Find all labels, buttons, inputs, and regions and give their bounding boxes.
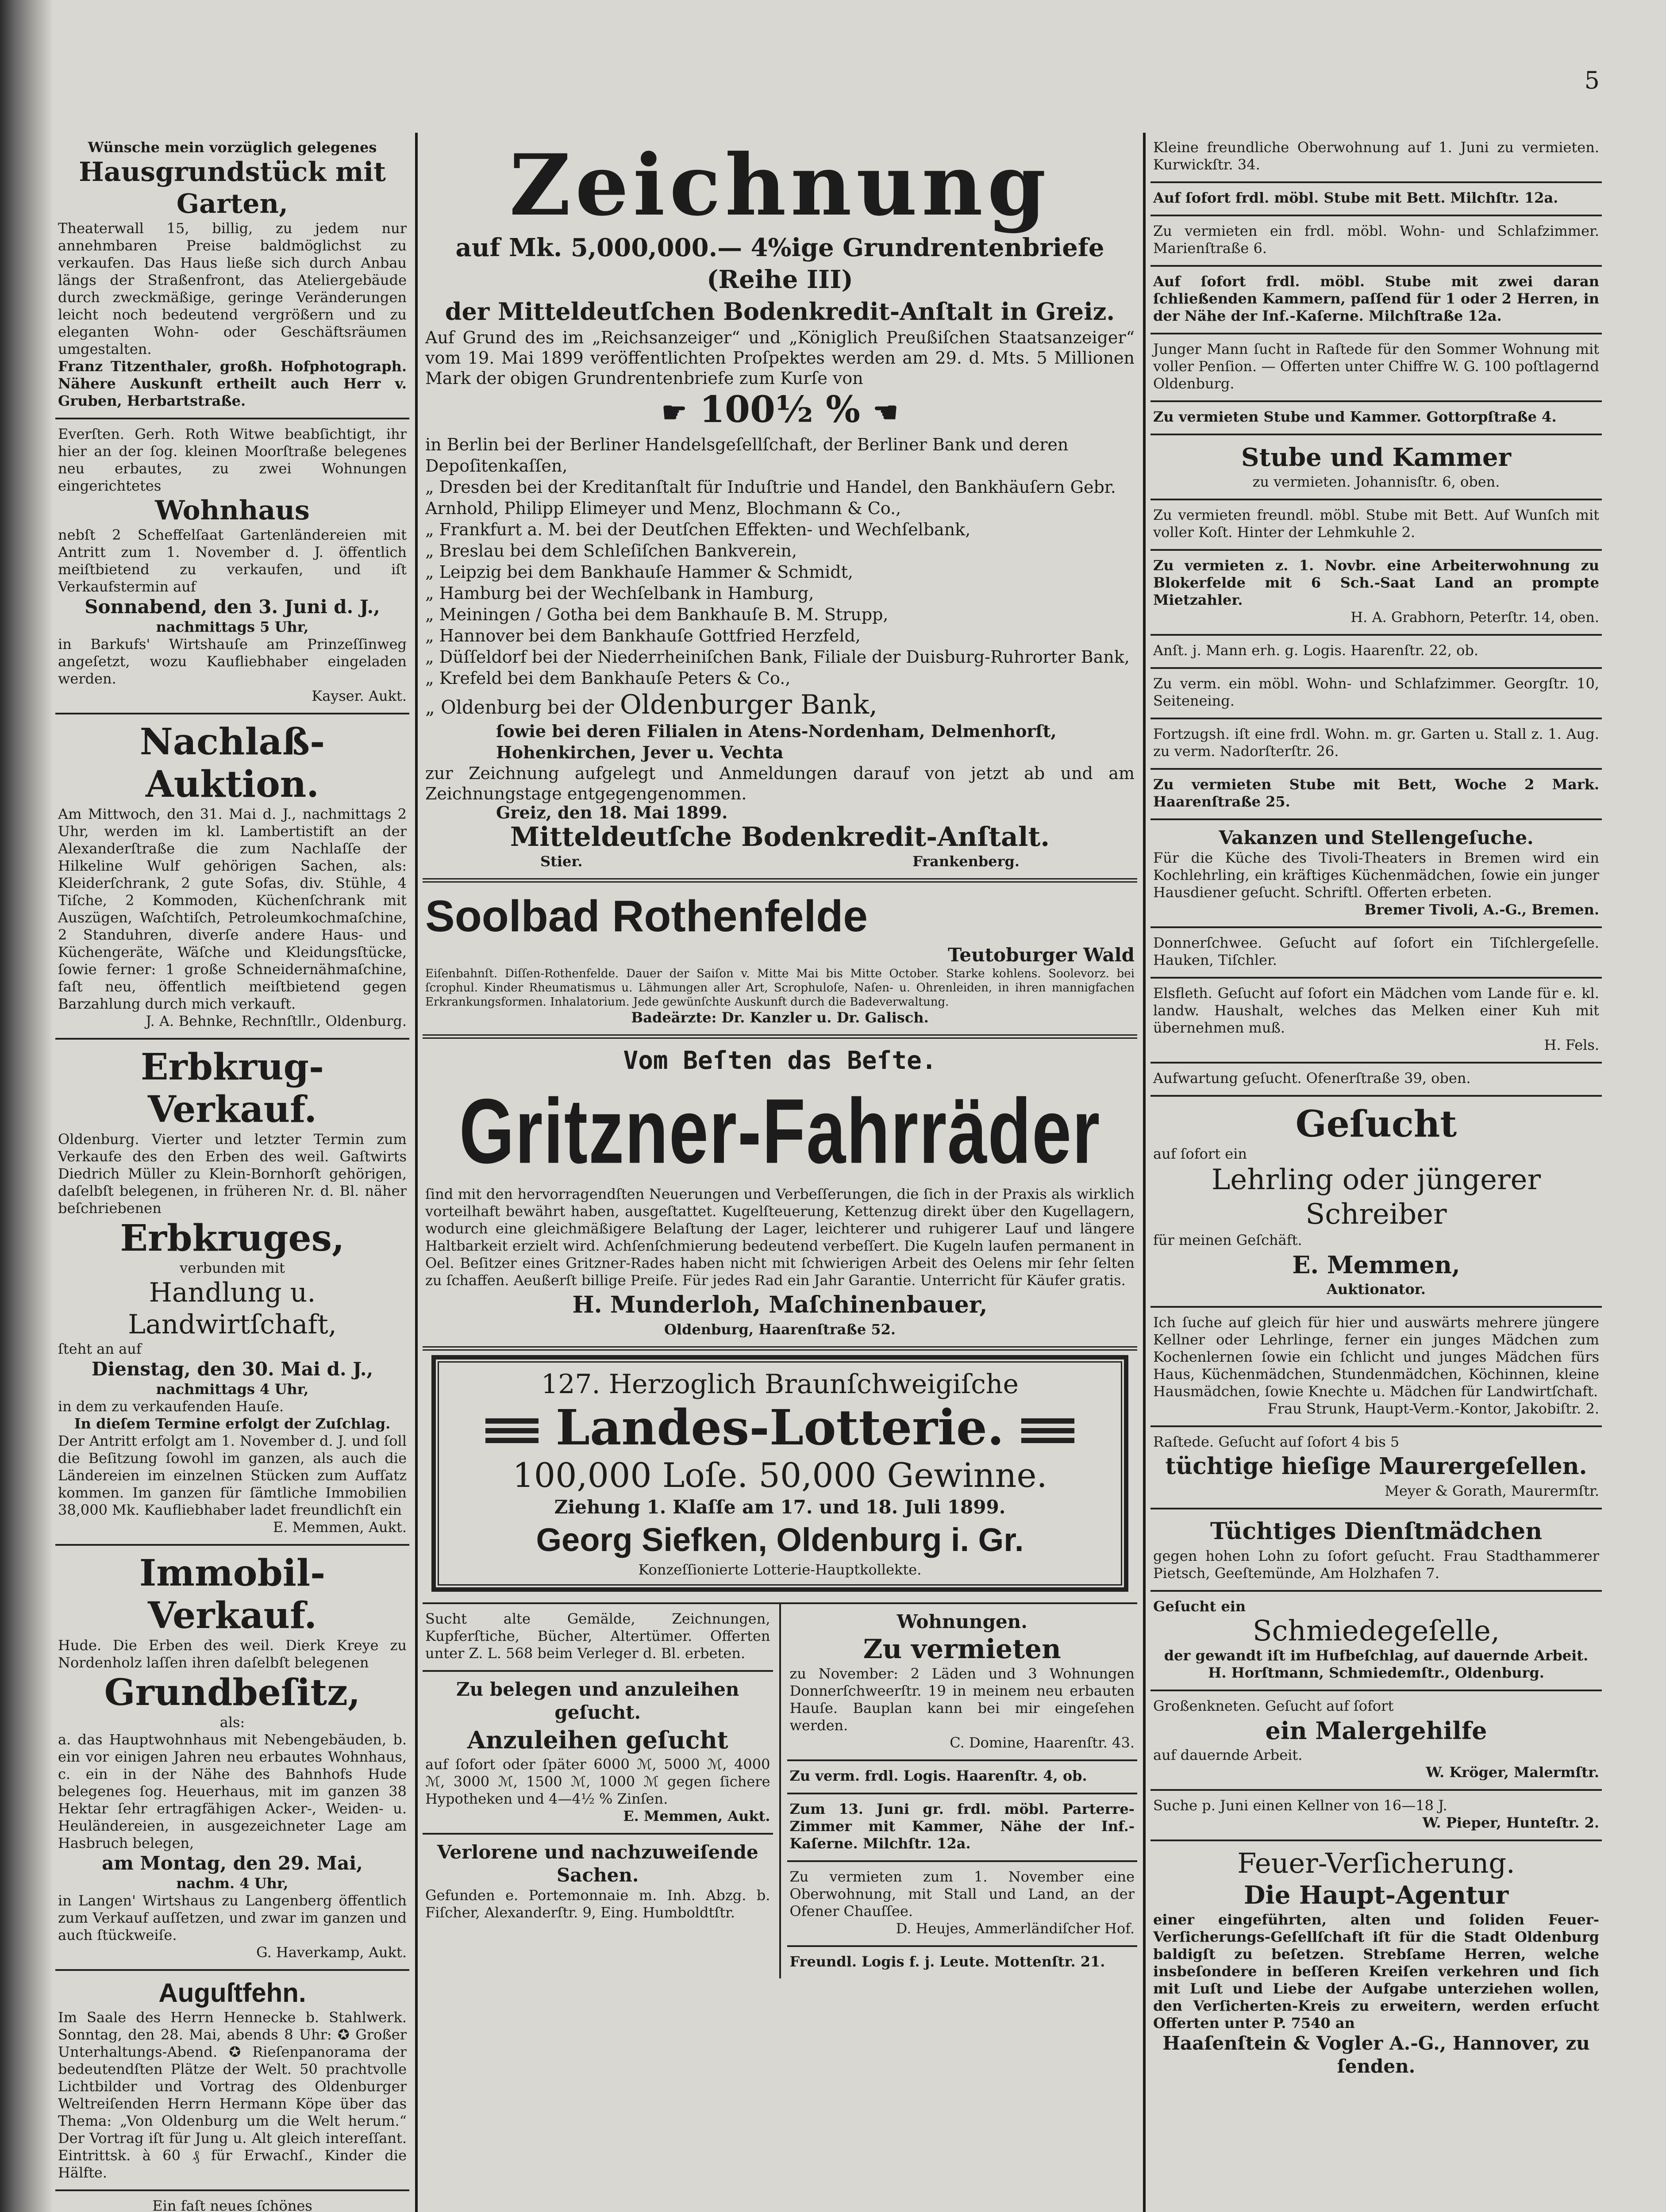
ad-time: nachm. 4 Uhr, xyxy=(176,1875,289,1892)
rate-value: 100½ % xyxy=(699,388,861,431)
bank-item: „ Düſſeldorf bei der Niederrheiniſchen Bank, Filiale der Duisburg-Ruhrorter Bank, xyxy=(425,647,1130,667)
ad-lead: Wünsche mein vorzüglich gelegenes xyxy=(88,139,377,156)
ad-headline: 100,000 Loſe. 50,000 Gewinne. xyxy=(512,1455,1047,1495)
ad-body: zur Zeichnung aufgelegt und Anmeldungen darauf von jetzt ab und am Zeichnungstage entgegengenommen. xyxy=(425,763,1135,803)
ad-title: Zeichnung xyxy=(509,136,1050,234)
ad-body: ſind mit den hervorragendſten Neuerungen und Verbeſſerungen, die ſich in der Praxis als wirklich vorteilhaft bewährt haben, ausgeſtattet. Kugelſteuerung, Kettenzug direkt über den Kugellagern, wodurch eine gleichmäßigere Belaſtung der Lager, leichterer und ruhigerer Lauf und längere Haltbarkeit erzielt wird. Achſenſchmierung bedeutend verbeſſert. Die Kugeln laufen permanent in Oel. Beſitzer eines Gritzner-Rades haben nicht mit ſchwierigen Arbeit des Oelens mir ſehr ſelten zu ſchaffen. Aeußerſt billige Preiſe. Für jedes Rad ein Jahr Garantie. Unterricht für Käufer gratis. xyxy=(425,1185,1135,1289)
section-heading: Zu belegen und anzuleihen geſucht. xyxy=(456,1678,739,1723)
ad-body: Gefunden e. Portemonnaie m. Inh. Abzg. b. Fiſcher, Alexanderſtr. 9, Eing. Humboldtſtr. xyxy=(425,1886,770,1921)
ad-body: Auf ſofort frdl. möbl. Stube mit zwei daran ſchließenden Kammern, paſſend für 1 oder 2 Herren, in der Nähe der Inf.-Kaſerne. Milchſtraße 12a. xyxy=(1153,273,1599,324)
ad-headline: auf Mk. 5,000,000.— 4%ige Grundrentenbriefe (Reihe III) xyxy=(455,233,1104,294)
ad-anzuleihen xyxy=(423,1672,773,1835)
ad-body: Donnerſchwee. Geſucht auf ſofort ein Tiſchlergeſelle. Hauken, Tiſchler. xyxy=(1153,934,1599,968)
ad-body: Der Antritt erfolgt am 1. November d. J. und ſoll die Beſitzung ſowohl im ganzen, als auch die Ländereien im einzelnen Stücken zum Aufſatz kommen. Im ganzen für ſämtliche Immobilien 38,000 Mk. Kaufliebhaber ladet freundlichſt ein xyxy=(58,1432,407,1518)
bank-branches: ſowie bei deren Filialen in Atens-Nordenham, Delmenhorſt, Hohenkirchen, Jever u. Vechta xyxy=(496,721,1057,762)
ad-soolbad xyxy=(423,883,1137,1039)
ad-wohn-schlafzimmer xyxy=(1150,216,1602,267)
ad-title: Auguſtfehn. xyxy=(158,1978,306,2008)
column-right xyxy=(1150,133,1602,2212)
ad-title: Gritzner-Fahrräder xyxy=(459,1079,1101,1183)
ad-title: Landes-Lotterie. xyxy=(555,1398,1004,1456)
ad-body: einer eingeführten, alten und ſoliden Feuer-Verſicherungs-Geſellſchaft iſt für die Stadt Oldenburg baldigſt zu beſetzen. Strebſame Herren, welche insbeſondere in beſſeren Kreiſen verkehren und ſich mit Luſt und Liebe der Aufgabe unterziehen wollen, den Verſicherten-Kreis zu erweitern, werden erſucht Offerten unter P. 7540 an xyxy=(1153,1911,1599,2032)
ad-body: Anſt. j. Mann erh. g. Logis. Haarenſtr. 22, ob. xyxy=(1153,642,1478,659)
ad-lead: 127. Herzoglich Braunſchweigiſche xyxy=(541,1368,1019,1400)
ad-lead: Vom Beſten das Beſte. xyxy=(623,1046,937,1075)
bank-item: „ Breslau bei dem Schleſiſchen Bankverein, xyxy=(425,541,797,561)
ad-signature: W. Pieper, Hunteſtr. 2. xyxy=(1422,1814,1599,1831)
ad-date: am Montag, den 29. Mai, xyxy=(102,1852,363,1874)
ad-body: Zum 13. Juni gr. frdl. möbl. Parterre-Zimmer mit Kammer, Nähe der Inf.-Kaſerne. Milchſtr. 12a. xyxy=(789,1800,1135,1852)
ad-signature: H. Munderloh, Maſchinenbauer, xyxy=(572,1291,988,1318)
bank-item: „ Meiningen / Gotha bei dem Bankhauſe B. M. Strupp, xyxy=(425,604,889,624)
ad-title: Tüchtiges Dienſtmädchen xyxy=(1210,1518,1543,1545)
ad-body: zu vermieten. Johannisſtr. 6, oben. xyxy=(1252,473,1500,490)
ad-title: Anzuleihen geſucht xyxy=(467,1725,728,1754)
ad-body: Fortzugsh. iſt eine frdl. Wohn. m. gr. Garten u. Stall z. 1. Aug. zu verm. Nadorſterſtr. 26. xyxy=(1153,726,1599,760)
ad-title: Die Haupt-Agentur xyxy=(1243,1881,1509,1910)
ad-logis-haarenstr xyxy=(787,1761,1138,1794)
bank-item: in Berlin bei der Berliner Handelsgeſellſchaft, der Berliner Bank und deren Depoſitenkaſſen, xyxy=(425,434,1069,476)
page-number: 5 xyxy=(1584,66,1600,94)
ad-body: Junger Mann ſucht in Raſtede für den Sommer Wohnung mit voller Penſion. — Offerten unter Chiffre W. G. 100 poſtlagernd Oldenburg. xyxy=(1153,341,1599,392)
ad-body: in dem zu verkaufenden Hauſe. xyxy=(58,1398,284,1415)
ad-body: Everſten. Gerh. Roth Witwe beabſichtigt, ihr hier an der ſog. kleinen Moorſtraße belegenes neu erbautes, zu zwei Wohnungen eingerichtetes xyxy=(58,426,407,494)
ad-tischlergeselle xyxy=(1150,928,1602,979)
ad-headline: der Mitteldeutſchen Bodenkredit-Anſtalt in Greiz. xyxy=(445,297,1115,326)
ad-lead: Geſucht ein xyxy=(1153,1598,1246,1615)
ad-lotterie xyxy=(431,1355,1128,1592)
ad-body: Für die Küche des Tivoli-Theaters in Bremen wird ein Kochlehrling, ein kräftiges Küchenmädchen, ſowie ein junger Hausdiener geſucht. Schriftl. Offerten erbeten. xyxy=(1153,849,1599,901)
ad-zeichnung xyxy=(423,133,1137,883)
ad-body: in Barkufs' Wirtshauſe am Prinzeſſinweg angeſetzt, wozu Kaufliebhaber eingeladen werden. xyxy=(58,636,407,687)
ad-body: Elsfleth. Geſucht auf ſofort ein Mädchen vom Lande für e. kl. landw. Haushalt, welches das Melken einer Kuh mit übernehmen muß. xyxy=(1153,985,1599,1036)
ad-draw-date: Ziehung 1. Klaſſe am 17. und 18. Juli 1899. xyxy=(554,1496,1006,1518)
bank-item: „ Frankfurt a. M. bei der Deutſchen Effekten- und Wechſelbank, xyxy=(425,519,971,539)
ad-elsfleth xyxy=(1150,979,1602,1064)
ad-title: Nachlaß-Auktion. xyxy=(139,721,325,806)
ad-signature: E. Memmen, Aukt. xyxy=(623,1807,770,1824)
lotterie-title-line xyxy=(447,1400,1112,1455)
ad-schmiedegeselle xyxy=(1150,1592,1602,1691)
ad-signature: Georg Siefken, Oldenburg i. Gr. xyxy=(536,1521,1024,1558)
ad-body: Zu verm. ein möbl. Wohn- und Schlafzimmer. Georgſtr. 10, Seiteneing. xyxy=(1153,675,1599,709)
bank-item: „ Krefeld bei dem Bankhauſe Peters & Co., xyxy=(425,668,791,688)
ad-date: Sonnabend, den 3. Juni d. J., xyxy=(85,596,380,618)
ad-aufwartung xyxy=(1150,1064,1602,1097)
ad-title: Soolbad Rothenfelde xyxy=(425,891,868,941)
ad-body: für meinen Geſchäft. xyxy=(1153,1232,1302,1248)
ad-title: Stube und Kammer xyxy=(1241,443,1511,472)
bank-name: Oldenburger Bank, xyxy=(619,689,877,720)
ad-kellner xyxy=(1150,1791,1602,1841)
ad-body: Zu vermieten Stube mit Bett, Woche 2 Mark. Haarenſtraße 25. xyxy=(1153,776,1599,810)
ad-lead: Ein faſt neues ſchönes xyxy=(152,2197,312,2212)
ad-feuer-versicherung xyxy=(1150,1841,1602,2086)
ad-title: Zu vermieten xyxy=(863,1633,1061,1665)
ad-gritzner xyxy=(423,1039,1137,1351)
center-bottom-right xyxy=(781,1604,1138,1978)
ad-body: nebſt 2 Scheffelſaat Gartenländereien mit Antritt zum 1. November d. J. öffentlich meiſtbietend zu verkaufen, und iſt Verkaufstermin auf xyxy=(58,526,407,595)
column-rule-2 xyxy=(1143,133,1146,2212)
ad-dienstmaedchen xyxy=(1150,1509,1602,1592)
ad-body: Großenkneten. Geſucht auf ſofort xyxy=(1153,1697,1394,1714)
ad-stube-gottorp xyxy=(1150,402,1602,435)
ad-signatures xyxy=(425,853,1135,870)
ad-maurergesellen xyxy=(1150,1427,1602,1509)
ad-title: Handlung u. Landwirtſchaft, xyxy=(128,1277,337,1340)
ad-body: Zu vermieten z. 1. Novbr. eine Arbeiterwohnung zu Blokerfelde mit 6 Sch.-Saat Land an prompte Mietzahler. xyxy=(1153,557,1599,608)
ad-title: Grundbeſitz, xyxy=(104,1671,361,1714)
ad-body: gegen hohen Lohn zu ſofort geſucht. Frau Stadthammerer Pietsch, Geeſtemünde, Am Holzhafen 7. xyxy=(1153,1548,1599,1582)
ad-date: Dienstag, den 30. Mai d. J., xyxy=(91,1358,373,1380)
ad-signature: C. Domine, Haarenſtr. 43. xyxy=(950,1734,1135,1751)
ad-title: Feuer-Verſicherung. xyxy=(1237,1847,1515,1879)
ad-signature: E. Memmen, xyxy=(1292,1251,1460,1279)
pointing-hand-right-icon: ☛ xyxy=(661,396,687,429)
section-heading: Verlorene und nachzuweiſende Sachen. xyxy=(437,1841,758,1886)
bars-right-ornament xyxy=(1021,1418,1074,1445)
ad-body: Im Saale des Herrn Hennecke b. Stahlwerk. Sonntag, den 28. Mai, abends 8 Uhr: ✪ Großer Unterhaltungs-Abend. ✪ Rieſenpanorama der bedeutendſten Plätze der Welt. 50 prachtvolle Lichtbilder und Vortrag des Oldenburger Weltreiſenden Herrn Hermann Köpe über das Thema: „Von Oldenburg um die Welt herum.“ Der Vortrag iſt für Jung u. Alt gleich intereſſant. Eintrittsk. à 60 ₰ für Erwachſ., Kinder die Hälfte. xyxy=(58,2009,407,2181)
ad-body: Freundl. Logis f. j. Leute. Mottenſtr. 21. xyxy=(789,1953,1105,1970)
ad-tivoli xyxy=(1150,820,1602,928)
ad-augustfehn xyxy=(55,1971,409,2191)
ad-signature: H. Fels. xyxy=(1544,1037,1599,1053)
ad-wohnungen xyxy=(787,1604,1138,1761)
ad-lehrling-schreiber xyxy=(1150,1097,1602,1308)
ad-signature: Franz Titzenthaler, großh. Hofphotograph. Nähere Auskunft ertheilt auch Herr v. Gruben, Herbartstraße. xyxy=(58,358,407,409)
bars-left-ornament xyxy=(485,1418,539,1445)
ad-stube-und-kammer xyxy=(1150,435,1602,500)
ad-signature: Meyer & Gorath, Maurermſtr. xyxy=(1385,1482,1599,1499)
ad-signature: G. Haverkamp, Aukt. xyxy=(256,1944,407,1961)
ad-stube-kammern xyxy=(1150,267,1602,334)
ad-body: Zu vermieten Stube und Kammer. Gottorpſtraße 4. xyxy=(1153,408,1557,425)
ad-hausgrundstueck xyxy=(55,133,409,419)
column-rule-1 xyxy=(415,133,418,2212)
column-left xyxy=(55,133,409,2212)
ad-strunk xyxy=(1150,1308,1602,1427)
bank-item: „ Leipzig bei dem Bankhauſe Hammer & Schmidt, xyxy=(425,562,853,582)
ad-title: Geſucht xyxy=(1295,1103,1457,1145)
ad-junger-mann-rastede xyxy=(1150,334,1602,402)
ad-body: Am Mittwoch, den 31. Mai d. J., nachmittags 2 Uhr, werden im kl. Lambertistift an der Alexanderſtraße die zum Nachlaſſe der Hilkeline Wulf gehörigen Sachen, als: Kleiderſchrank, 2 gute Sofas, div. Stühle, 4 Tiſche, 2 Kommoden, Küchenſchrank mit Auszügen, Waſchtiſch, Petroleumkochmaſchine, 2 Standuhren, diverſe andere Haus- und Küchengeräte, Wäſche und Kleidungsſtücke, ſowie ferner: 1 große Schneidernähmaſchine, faſt neu, öffentlich meiſtbietend gegen Barzahlung durch mich verkauft. xyxy=(58,806,407,1012)
center-bottom-grid xyxy=(423,1602,1137,1978)
ad-title: Immobil-Verkauf. xyxy=(139,1552,326,1637)
binding-edge xyxy=(0,0,53,2212)
ad-oberwohnung xyxy=(787,1862,1138,1947)
ad-note: In dieſem Termine erfolgt der Zuſchlag. xyxy=(74,1415,391,1432)
ad-signature: H. A. Grabhorn, Peterſtr. 14, oben. xyxy=(1350,609,1599,626)
ad-body: ſteht an auf xyxy=(58,1340,142,1357)
ad-body: Eiſenbahnſt. Diſſen-Rothenfelde. Dauer der Saiſon v. Mitte Mai bis Mitte October. Starke kohlens. Soolevorz. bei ſcrophul. Kinder Rheumatismus u. Lähmungen aller Art, Scrophuloſe, Naſen- u. Ohrenleiden, in ihren mannigfachen Erkrankungsformen. Inhalatorium. Jede gewünſchte Auskunft durch die Badeverwaltung. xyxy=(425,967,1135,1009)
ad-title: tüchtige hieſige Maurergeſellen. xyxy=(1165,1453,1587,1480)
ad-immobil-verkauf xyxy=(55,1546,409,1971)
bank-item-prefix: „ Oldenburg bei der xyxy=(425,696,614,718)
ad-body: Aufwartung geſucht. Ofenerſtraße 39, oben. xyxy=(1153,1070,1471,1087)
ad-body: der gewandt iſt im Hufbeſchlag, auf dauernde Arbeit. xyxy=(1164,1647,1589,1664)
ad-title: Schmiedegeſelle, xyxy=(1252,1615,1500,1647)
ad-body: in Langen' Wirtshaus zu Langenberg öffentlich zum Verkauf auſſetzen, und zwar im ganzen und auch ſtückweiſe. xyxy=(58,1892,407,1943)
ad-body: Suche p. Juni einen Kellner von 16—18 J. xyxy=(1153,1797,1447,1814)
ad-parterre-zimmer xyxy=(787,1794,1138,1862)
ad-organization: Mitteldeutſche Bodenkredit-Anſtalt. xyxy=(510,821,1050,853)
ad-body: a. das Hauptwohnhaus mit Nebengebäuden, b. ein vor einigen Jahren neu erbautes Wohnhaus, c. ein in der Nähe des Bahnhofs Hude belegenes ſog. Heuerhaus, mit im ganzen 38 Hektar ſehr ertragfähigen Acker-, Weiden- u. Heuländereien, in ausgezeichneter Lage am Hasbruch belegen, xyxy=(58,1731,407,1851)
ad-signature: Haaſenſtein & Vogler A.-G., Hannover, zu ſenden. xyxy=(1162,2032,1590,2077)
ad-time: nachmittags 5 Uhr, xyxy=(156,618,309,635)
ad-logis-mottenstr xyxy=(787,1947,1138,1978)
ad-title: Hausgrundstück mit Garten, xyxy=(79,157,386,219)
center-bottom-left xyxy=(423,1604,781,1978)
ad-oberwohnung-kurwick xyxy=(1150,133,1602,183)
ad-date: Greiz, den 18. Mai 1899. xyxy=(496,802,728,822)
bank-list xyxy=(425,434,1135,763)
ad-wohnhaus-eversten xyxy=(55,419,409,714)
ad-stube-milchstr xyxy=(1150,183,1602,216)
ad-address: Oldenburg, Haarenſtraße 52. xyxy=(664,1321,896,1338)
ad-doctors: Badeärzte: Dr. Kanzler u. Dr. Galisch. xyxy=(631,1009,929,1026)
signature-right: Frankenberg. xyxy=(912,853,1020,870)
ad-body: Zu vermieten zum 1. November eine Oberwohnung, mit Stall und Land, an der Ofener Chauſſee. xyxy=(789,1868,1135,1920)
ad-signature: Frau Strunk, Haupt-Verm.-Kontor, Jakobiſtr. 2. xyxy=(1267,1400,1599,1417)
ad-verlorene-sachen xyxy=(423,1835,773,1929)
ad-signature: Kayser. Aukt. xyxy=(312,687,407,704)
ad-nachlass-auktion xyxy=(55,714,409,1040)
ad-body: Ich ſuche auf gleich für hier und auswärts mehrere jüngere Kellner oder Lehrlinge, ferner ein junges Mädchen zum Kochenlernen ſowie ein ſchlicht und junges Mädchen fürs Haus, Küchenmädchen, Stundenmädchen, Köchinnen, kleine Hausmädchen, ſowie Knechte u. Mädchen für Landwirtſchaft. xyxy=(1153,1314,1599,1400)
bank-item-oldenburg xyxy=(425,689,1135,721)
ad-stube-lehmkuhle xyxy=(1150,500,1602,551)
ad-signature: W. Kröger, Malermſtr. xyxy=(1426,1764,1599,1781)
ad-body: Sucht alte Gemälde, Zeichnungen, Kupferſtiche, Bücher, Altertümer. Offerten unter Z. L. 568 beim Verleger d. Bl. erbeten. xyxy=(425,1610,770,1662)
ad-subtitle: verbunden mit xyxy=(180,1260,285,1276)
ad-wohnung-nadorst xyxy=(1150,719,1602,770)
ad-subtitle: Konzeſſionierte Lotterie-Hauptkollekte. xyxy=(638,1561,922,1578)
ad-subtitle: als: xyxy=(219,1714,245,1731)
ad-signature: D. Heujes, Ammerländiſcher Hof. xyxy=(896,1920,1135,1937)
column-center xyxy=(423,133,1137,2212)
bank-item: „ Dresden bei der Kreditanſtalt für Induſtrie und Handel, den Bankhäuſern Gebr. Arnhold, Philipp Elimeyer und Menz, Blochmann & Co., xyxy=(425,477,1116,518)
ad-arbeiterwohnung xyxy=(1150,551,1602,636)
ad-body: Zu verm. frdl. Logis. Haarenſtr. 4, ob. xyxy=(789,1767,1087,1784)
ad-signature: H. Horſtmann, Schmiedemſtr., Oldenburg. xyxy=(1208,1664,1544,1681)
section-heading: Vakanzen und Stellengeſuche. xyxy=(1219,827,1534,849)
ad-body: auf ſofort oder ſpäter 6000 ℳ, 5000 ℳ, 4000 ℳ, 3000 ℳ, 1500 ℳ, 1000 ℳ gegen ſichere Hypotheken und 4—4½ % Zinſen. xyxy=(425,1755,770,1807)
ad-stube-haarenstr-25 xyxy=(1150,770,1602,820)
ad-subtitle: Teutoburger Wald xyxy=(947,944,1135,966)
ad-gemaelde xyxy=(423,1604,773,1672)
ad-body: auf dauernde Arbeit. xyxy=(1153,1747,1303,1763)
ad-body: Hude. Die Erben des weil. Dierk Kreye zu Nordenholz laſſen ihren daſelbſt belegenen xyxy=(58,1637,407,1671)
rate-line xyxy=(425,388,1135,434)
ad-subtitle: Auktionator. xyxy=(1327,1281,1426,1298)
ad-title: Erbkruges, xyxy=(120,1217,345,1260)
ad-title: Erbkrug-Verkauf. xyxy=(140,1046,324,1131)
ad-body: Zu vermieten freundl. möbl. Stube mit Bett. Auf Wunſch mit voller Koſt. Hinter der Lehmkuhle 2. xyxy=(1153,507,1599,541)
ad-body: Zu vermieten ein frdl. möbl. Wohn- und Schlafzimmer. Marienſtraße 6. xyxy=(1153,223,1599,257)
ad-body: Oldenburg. Vierter und letzter Termin zum Verkaufe des den Erben des weil. Gaſtwirts Diedrich Müller zu Klein-Bornhorſt gehörigen, daſelbſt belegenen, in früheren Nr. d. Bl. näher beſchriebenen xyxy=(58,1131,407,1217)
bank-item: „ Hamburg bei der Wechſelbank in Hamburg, xyxy=(425,583,814,603)
ad-signature: Bremer Tivoli, A.-G., Bremen. xyxy=(1364,901,1599,918)
ad-title: Lehrling oder jüngerer Schreiber xyxy=(1211,1164,1541,1231)
ad-zimmer-georgstr xyxy=(1150,669,1602,719)
ad-erbkrug-verkauf xyxy=(55,1040,409,1546)
ad-malergehilfe xyxy=(1150,1691,1602,1791)
signature-left: Stier. xyxy=(540,853,583,870)
ad-body: zu November: 2 Läden und 3 Wohnungen Donnerſchweerſtr. 19 in meinem neu erbauten Hauſe. Bauplan kann bei mir eingeſehen werden. xyxy=(789,1665,1135,1734)
ad-signature: E. Memmen, Aukt. xyxy=(273,1519,407,1536)
section-heading: Wohnungen. xyxy=(896,1610,1027,1632)
ad-logis-haarenstr-22 xyxy=(1150,636,1602,669)
ad-body: auf ſofort ein xyxy=(1153,1145,1247,1162)
ad-body: Theaterwall 15, billig, zu jedem nur annehmbaren Preise baldmöglichst zu verkaufen. Das Haus ließe sich durch Anbau längs der Straßenfront, das Ateliergebäude durch zweckmäßige, geringe Veränderungen leicht noch bedeutend vergrößern und zu eleganten Wohn- oder Geschäftsräumen umgestalten. xyxy=(58,220,407,357)
ad-body: Kleine freundliche Oberwohnung auf 1. Juni zu vermieten. Kurwickſtr. 34. xyxy=(1153,139,1599,173)
ad-wohnhaus-garten xyxy=(55,2191,409,2212)
pointing-hand-left-icon: ☚ xyxy=(873,396,899,429)
bank-item: „ Hannover bei dem Bankhauſe Gottfried Herzfeld, xyxy=(425,626,861,645)
ad-signature: J. A. Behnke, Rechnſtllr., Oldenburg. xyxy=(146,1013,407,1029)
ad-title: Wohnhaus xyxy=(155,495,310,526)
ad-title: ein Malergehilfe xyxy=(1265,1717,1487,1745)
ad-time: nachmittags 4 Uhr, xyxy=(156,1381,309,1398)
ad-body: Auf Grund des im „Reichsanzeiger“ und „Königlich Preußiſchen Staatsanzeiger“ vom 19. Mai 1899 veröffentlichten Proſpektes werden am 29. d. Mts. 5 Millionen Mark der obigen Grundrentenbriefe zum Kurſe von xyxy=(425,328,1135,388)
ad-body: Raſtede. Geſucht auf ſofort 4 bis 5 xyxy=(1153,1433,1400,1450)
ad-body: Auf ſofort frdl. möbl. Stube mit Bett. Milchſtr. 12a. xyxy=(1153,189,1558,206)
